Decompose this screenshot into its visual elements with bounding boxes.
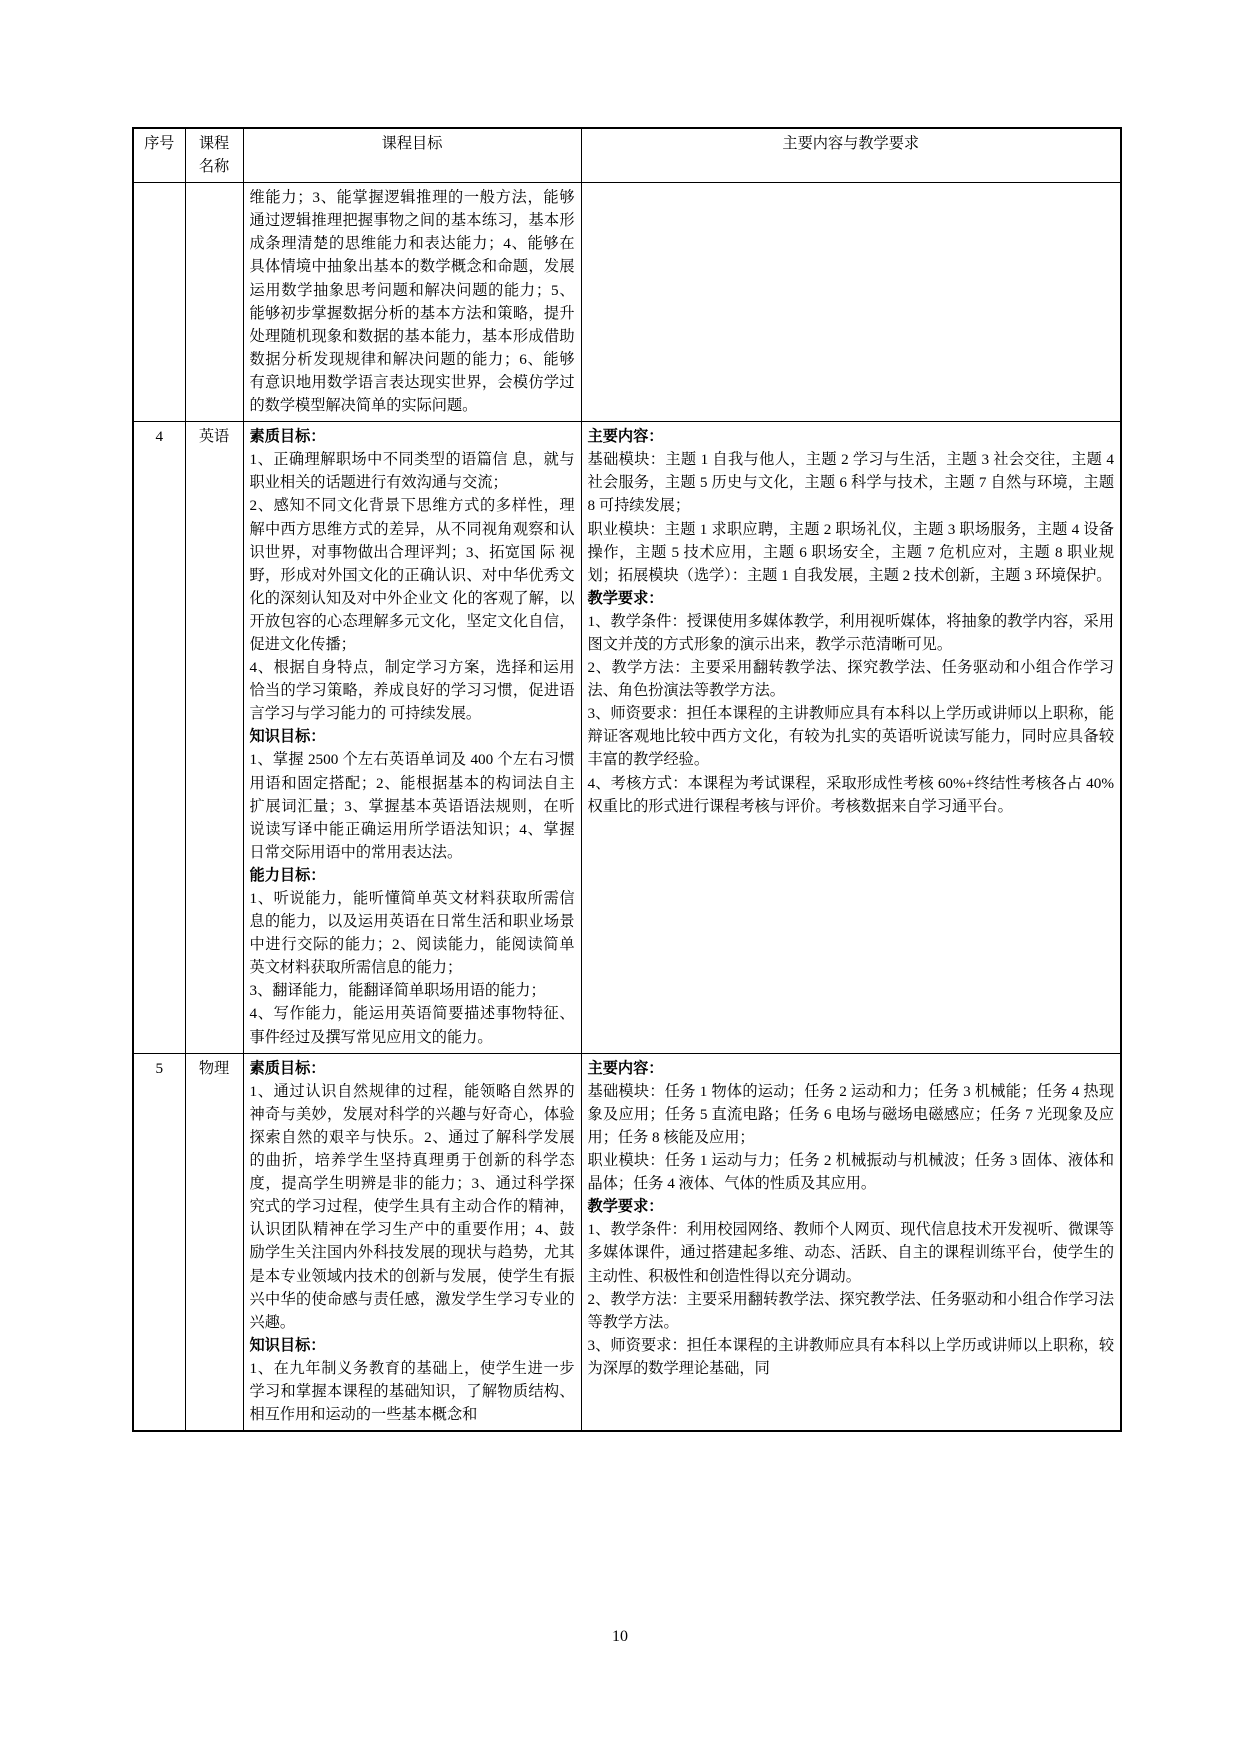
objective-paragraph: 1、通过认识自然规律的过程，能领略自然界的神奇与美妙，发展对科学的兴趣与好奇心，体验探索自然的艰辛与快乐。2、通过了解科学发展的曲折，培养学生坚持真理勇于创新的科学态度，提高学生明辨是非的能力；3、通过科学探究式的学习过程，使学生具有主动合作的精神，认识团队精神在学习生产中的重要作用；4、鼓励学生关注国内外科技发展的现状与趋势，尤其是本专业领域内技术的创新与发展，使学生有振兴中华的使命感与责任感，激发学生学习专业的兴趣。 (249, 1082, 575, 1331)
objective-section-label: 知识目标： (249, 1336, 326, 1354)
table-row (133, 422, 1121, 1054)
table-row (133, 183, 1121, 422)
row-objectives (243, 183, 581, 422)
objective-paragraph: 3、翻译能力，能翻译简单职场用语的能力； (249, 982, 546, 1000)
content-section-label: 主要内容： (587, 428, 664, 446)
content-paragraph: 2、教学方法：主要采用翻转教学法、探究教学法、任务驱动和小组合作学习法、角色扮演法等教学方法。 (587, 659, 1114, 700)
header-course-name-line2: 名称 (198, 158, 230, 176)
row-objectives (243, 422, 581, 1054)
content-section-label: 教学要求： (587, 589, 664, 607)
row-course-name: 英语 (185, 422, 243, 1054)
syllabus-table-container (132, 127, 1120, 1432)
content-section-label: 教学要求： (587, 1198, 664, 1216)
content-paragraph: 4、考核方式：本课程为考试课程，采取形成性考核 60%+终结性考核各占 40%权重比的形式进行课程考核与评价。考核数据来自学习通平台。 (587, 774, 1114, 815)
objective-paragraph: 1、掌握 2500 个左右英语单词及 400 个左右习惯用语和固定搭配；2、能根据基本的构词法自主扩展词汇量；3、掌握基本英语语法规则，在听说读写译中能正确运用所学语法知识；4、掌握日常交际用语中的常用表达法。 (249, 751, 575, 861)
objective-paragraph: 4、根据自身特点，制定学习方案，选择和运用恰当的学习策略，养成良好的学习习惯，促进语言学习与学习能力的 可持续发展。 (249, 659, 575, 723)
table-row (133, 1053, 1121, 1431)
row-content (581, 1053, 1121, 1431)
objective-paragraph: 维能力；3、能掌握逻辑推理的一般方法，能够通过逻辑推理把握事物之间的基本练习，基本形成条理清楚的思维能力和表达能力；4、能够在具体情境中抽象出基本的数学概念和命题，发展运用数学抽象思考问题和解决问题的能力；5、能够初步掌握数据分析的基本方法和策略，提升处理随机现象和数据的基本能力，基本形成借助数据分析发现规律和解决问题的能力；6、能够有意识地用数学语言表达现实世界，会模仿学过的数学模型解决简单的实际问题。 (249, 189, 575, 415)
objective-paragraph: 4、写作能力，能运用英语简要描述事物特征、事件经过及撰写常见应用文的能力。 (249, 1005, 575, 1046)
header-cell-course-name (185, 128, 243, 183)
header-cell-objectives: 课程目标 (243, 128, 581, 183)
row-course-name: 物理 (185, 1053, 243, 1431)
content-paragraph: 职业模块：任务 1 运动与力；任务 2 机械振动与机械波；任务 3 固体、液体和晶体；任务 4 液体、气体的性质及其应用。 (587, 1152, 1114, 1193)
row-no: 5 (133, 1053, 185, 1431)
content-paragraph: 职业模块：主题 1 求职应聘，主题 2 职场礼仪，主题 3 职场服务，主题 4 设备操作，主题 5 技术应用，主题 6 职场安全，主题 7 危机应对，主题 8 职业规划；拓展模块（选学）：主题 1 自我发展，主题 2 技术创新，主题 3 环境保护。 (587, 520, 1114, 584)
syllabus-table (132, 127, 1122, 1432)
row-no (133, 183, 185, 422)
content-paragraph: 基础模块：主题 1 自我与他人，主题 2 学习与生活，主题 3 社会交往，主题 4 社会服务，主题 5 历史与文化，主题 6 科学与技术，主题 7 自然与环境，主题 8 可持续发展； (587, 451, 1114, 515)
content-paragraph: 3、师资要求：担任本课程的主讲教师应具有本科以上学历或讲师以上职称，较为深厚的数学理论基础，同 (587, 1336, 1114, 1377)
content-paragraph: 2、教学方法：主要采用翻转教学法、探究教学法、任务驱动和小组合作学习法等教学方法。 (587, 1290, 1114, 1331)
objective-section-label: 素质目标： (249, 428, 326, 446)
content-paragraph: 3、师资要求：担任本课程的主讲教师应具有本科以上学历或讲师以上职称，能辩证客观地比较中西方文化，有较为扎实的英语听说读写能力，同时应具备较丰富的教学经验。 (587, 705, 1114, 769)
content-paragraph: 1、教学条件：利用校园网络、教师个人网页、现代信息技术开发视听、微课等多媒体课件，通过搭建起多维、动态、活跃、自主的课程训练平台，使学生的主动性、积极性和创造性得以充分调动。 (587, 1221, 1114, 1285)
row-content (581, 183, 1121, 422)
table-header-row (133, 128, 1121, 183)
header-course-name-line1: 课程 (198, 135, 230, 152)
objective-section-label: 能力目标： (249, 866, 326, 884)
row-course-name (185, 183, 243, 422)
header-cell-no: 序号 (133, 128, 185, 183)
objective-section-label: 素质目标： (249, 1059, 326, 1077)
content-paragraph: 1、教学条件：授课使用多媒体教学，利用视听媒体，将抽象的教学内容，采用图文并茂的方式形象的演示出来，教学示范清晰可见。 (587, 612, 1114, 653)
content-section-label: 主要内容： (587, 1059, 664, 1077)
objective-paragraph: 1、正确理解职场中不同类型的语篇信 息，就与职业相关的话题进行有效沟通与交流； (249, 451, 575, 492)
page-number: 10 (612, 1628, 628, 1645)
objective-section-label: 知识目标： (249, 728, 326, 746)
objective-paragraph: 2、感知不同文化背景下思维方式的多样性，理解中西方思维方式的差异，从不同视角观察和认识世界，对事物做出合理评判；3、拓宽国 际 视野，形成对外国文化的正确认识、对中华优秀文化的深刻认知及对中外企业文 化的客观了解，以开放包容的心态理解多元文化，坚定文化自信，促进文化传播； (249, 497, 575, 653)
objective-paragraph: 1、在九年制义务教育的基础上，使学生进一步学习和掌握本课程的基础知识，了解物质结构、相互作用和运动的一些基本概念和 (249, 1359, 575, 1424)
content-paragraph: 基础模块：任务 1 物体的运动；任务 2 运动和力；任务 3 机械能；任务 4 热现象及应用；任务 5 直流电路；任务 6 电场与磁场电磁感应；任务 7 光现象及应用；任务 8 核能及应用； (587, 1082, 1114, 1146)
row-content (581, 422, 1121, 1054)
row-no: 4 (133, 422, 185, 1054)
row-objectives (243, 1053, 581, 1431)
table-header (133, 128, 1121, 183)
table-body (133, 183, 1121, 1431)
objective-paragraph: 1、听说能力，能听懂简单英文材料获取所需信息的能力，以及运用英语在日常生活和职业场景中进行交际的能力；2、阅读能力，能阅读简单英文材料获取所需信息的能力； (249, 890, 575, 977)
header-cell-content: 主要内容与教学要求 (581, 128, 1121, 183)
